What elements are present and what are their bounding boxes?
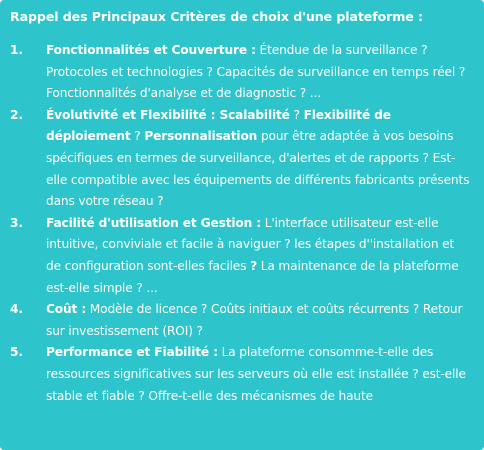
item-label: Personnalisation (144, 129, 258, 144)
criteria-item (10, 342, 472, 407)
criteria-item (10, 299, 472, 342)
item-text: Modèle de licence ? Coûts initiaux et coûts récurrents ? Retour sur investissement (ROI) ? (46, 302, 463, 338)
item-number: 2. (10, 107, 23, 122)
panel-heading: Rappel des Principaux Critères de choix d'une plateforme : (10, 9, 423, 24)
item-label: Performance et Fiabilité : (46, 345, 218, 360)
item-number: 1. (10, 43, 23, 57)
criteria-list (10, 40, 472, 407)
item-text: Étendue de la surveillance ? Protocoles et technologies ? Capacités de surveillance en temps réel ? Fonctionnalités d'analyse et de diagnostic ? ... (46, 43, 466, 101)
item-label: Évolutivité et Flexibilité : Scalabilité (46, 107, 290, 122)
item-text: La maintenance de la plateforme est-elle simple ? ... (46, 258, 459, 295)
item-label: Facilité d'utilisation et Gestion : (46, 215, 261, 230)
item-label: ? (250, 258, 258, 273)
item-number: 3. (10, 215, 23, 230)
item-text: ? (130, 129, 145, 144)
item-label: Coût : (46, 302, 87, 317)
criteria-item (10, 40, 472, 105)
item-text: ? (289, 107, 304, 122)
item-number: 4. (10, 302, 23, 317)
item-text: L'interface utilisateur est-elle intuitive, conviviale et facile à naviguer ? les étapes d''installation et de configuration sont-elles faciles (46, 215, 455, 273)
item-label: Fonctionnalités et Couverture : (46, 43, 256, 57)
item-label: Flexibilité de déploiement (46, 107, 391, 144)
item-number: 5. (10, 345, 23, 360)
criteria-item (10, 105, 472, 213)
item-text: pour être adaptée à vos besoins spécifiques en termes de surveillance, d'alertes et de rapports ? Est-elle compatible avec les équipements de différents fabricants présents dans votre réseau ? (46, 129, 470, 209)
criteria-item (10, 213, 472, 299)
item-text: La plateforme consomme-t-elle des ressources significatives sur les serveurs où elle est installée ? est-elle stable et fiable ? Offre-t-elle des mécanismes de haute (46, 345, 466, 403)
